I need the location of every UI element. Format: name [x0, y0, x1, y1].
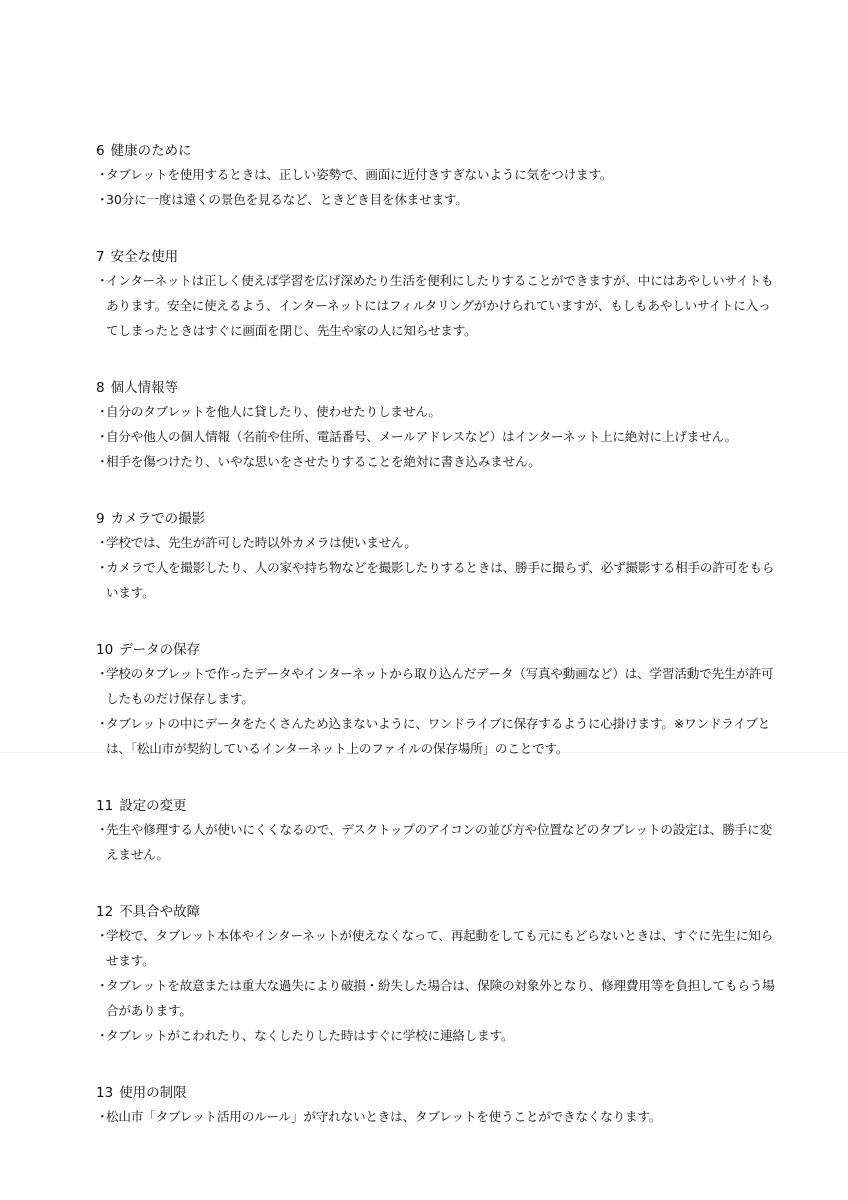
section-number: 11: [96, 798, 114, 814]
rule-item: [96, 817, 776, 867]
section-title: 安全な使用: [110, 249, 179, 265]
section-heading: [96, 901, 776, 923]
rules-document: [96, 140, 776, 1129]
bullet-mark: ・: [96, 978, 109, 993]
bullet-mark: ・: [96, 1109, 109, 1124]
rule-text: カメラで人を撮影したり、人の家や持ち物などを撮影したりするときは、勝手に撮らず、必ず撮影する相手の許可をもらいます。: [106, 560, 775, 600]
rule-text: タブレットを故意または重大な過失により破損・紛失した場合は、保険の対象外となり、修理費用等を負担してもらう場合があります。: [106, 978, 775, 1018]
rule-text: 先生や修理する人が使いにくくなるので、デスクトップのアイコンの並び方や位置などのタブレットの設定は、勝手に変えません。: [106, 822, 772, 862]
bullet-mark: ・: [96, 273, 109, 288]
rule-item: [96, 1104, 776, 1129]
rule-text: 相手を傷つけたり、いやな思いをさせたりすることを絶対に書き込みません。: [106, 454, 541, 469]
rule-text: 自分のタブレットを他人に貸したり、使わせたりしません。: [106, 404, 441, 419]
section-title: 使用の制限: [119, 1085, 187, 1101]
rule-item: [96, 973, 776, 1023]
bullet-mark: ・: [96, 666, 109, 681]
section-number: 10: [96, 642, 114, 658]
bullet-mark: ・: [96, 560, 109, 575]
section-health: [96, 140, 776, 212]
section-number: 13: [96, 1085, 114, 1101]
rule-text: 30分に一度は遠くの景色を見るなど、ときどき目を休ませます。: [106, 192, 468, 207]
rule-text: 学校で、タブレット本体やインターネットが使えなくなって、再起動をしても元にもどらないときは、すぐに先生に知らせます。: [106, 928, 773, 968]
section-title: 個人情報等: [110, 380, 179, 396]
section-usage-restriction: [96, 1082, 776, 1129]
rule-item: [96, 449, 776, 474]
section-malfunction: [96, 901, 776, 1048]
bullet-mark: ・: [96, 429, 109, 444]
section-number: 6: [96, 143, 105, 159]
rule-text: タブレットを使用するときは、正しい姿勢で、画面に近付きすぎないように気をつけます。: [106, 167, 613, 182]
bullet-mark: ・: [96, 167, 109, 182]
section-camera: [96, 508, 776, 605]
section-data-storage: [96, 639, 776, 761]
rule-item: [96, 1023, 776, 1048]
section-personal-info: [96, 377, 776, 474]
rule-text: 自分や他人の個人情報（名前や住所、電話番号、メールアドレスなど）はインターネット上に絶対に上げません。: [106, 429, 738, 444]
rule-item: [96, 711, 776, 761]
rule-item: [96, 162, 776, 187]
section-title: データの保存: [119, 642, 201, 658]
section-title: 設定の変更: [119, 798, 187, 814]
section-title: カメラでの撮影: [110, 511, 206, 527]
section-heading: [96, 246, 776, 268]
rule-item: [96, 530, 776, 555]
section-heading: [96, 508, 776, 530]
bullet-mark: ・: [96, 1028, 109, 1043]
bullet-mark: ・: [96, 716, 109, 731]
section-settings: [96, 795, 776, 867]
section-number: 7: [96, 249, 105, 265]
section-number: 8: [96, 380, 105, 396]
bullet-mark: ・: [96, 928, 109, 943]
section-heading: [96, 795, 776, 817]
section-safe-use: [96, 246, 776, 343]
section-heading: [96, 377, 776, 399]
bullet-mark: ・: [96, 822, 109, 837]
rule-item: [96, 424, 776, 449]
bullet-mark: ・: [96, 454, 109, 469]
section-title: 不具合や故障: [119, 904, 201, 920]
rule-text: 松山市「タブレット活用のルール」が守れないときは、タブレットを使うことができなくなります。: [106, 1109, 662, 1124]
rule-text: 学校では、先生が許可した時以外カメラは使いません。: [106, 535, 417, 550]
rule-item: [96, 187, 776, 212]
section-number: 9: [96, 511, 105, 527]
rule-text: インターネットは正しく使えば学習を広げ深めたり生活を便利にしたりすることができますが、中にはあやしいサイトもあります。安全に使えるよう、インターネットにはフィルタリングがかけられていますが、もしもあやしいサイトに入ってしまったときはすぐに画面を閉じ、先生や家の人に知らせます。: [106, 273, 774, 338]
section-heading: [96, 1082, 776, 1104]
rule-item: [96, 555, 776, 605]
rule-item: [96, 399, 776, 424]
section-heading: [96, 140, 776, 162]
rule-item: [96, 923, 776, 973]
section-title: 健康のために: [110, 143, 192, 159]
rule-text: タブレットの中にデータをたくさんため込まないように、ワンドライブに保存するように心掛けます。※ワンドライブとは、「松山市が契約しているインターネット上のファイルの保存場所」のことです。: [106, 716, 771, 756]
bullet-mark: ・: [96, 404, 109, 419]
rule-item: [96, 268, 776, 343]
rule-text: 学校のタブレットで作ったデータやインターネットから取り込んだデータ（写真や動画など）は、学習活動で先生が許可したものだけ保存します。: [106, 666, 774, 706]
section-heading: [96, 639, 776, 661]
rule-text: タブレットがこわれたり、なくしたりした時はすぐに学校に連絡します。: [106, 1028, 514, 1043]
bullet-mark: ・: [96, 192, 109, 207]
rule-item: [96, 661, 776, 711]
section-number: 12: [96, 904, 114, 920]
bullet-mark: ・: [96, 535, 109, 550]
